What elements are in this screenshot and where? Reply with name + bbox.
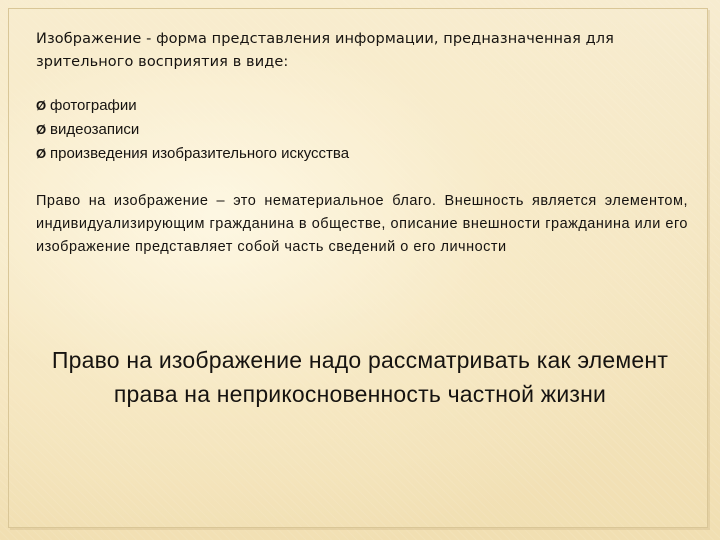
definition-term: Изображение: [36, 31, 142, 47]
key-statement: Право на изображение надо рассматривать как элемент права на неприкосновенность частной жизни: [51, 347, 669, 407]
list-item-label: произведения изобразительного искусства: [50, 145, 350, 162]
definition-paragraph: [36, 28, 688, 74]
list-item-label: видеозаписи: [50, 121, 140, 138]
slide-content: [36, 28, 688, 259]
definition-text: форма представления информации, предназначенная для зрительного восприятия в виде:: [36, 31, 614, 70]
list-item: [36, 118, 688, 142]
definition-separator: -: [141, 31, 157, 47]
right-separator: –: [208, 193, 234, 209]
arrow-bullet-icon: Ø: [36, 146, 47, 161]
right-term: Право на изображение: [36, 193, 209, 209]
list-item-label: фотографии: [50, 97, 137, 114]
right-text: это нематериальное благо. Внешность является элементом, индивидуализирующим гражданина в обществе, описание внешности гражданина или его изображение представляет собой часть сведений о его личности: [36, 193, 688, 255]
format-list: [36, 94, 688, 166]
list-item: [36, 142, 688, 166]
list-item: [36, 94, 688, 118]
arrow-bullet-icon: Ø: [36, 122, 47, 137]
arrow-bullet-icon: Ø: [36, 98, 47, 113]
right-paragraph: [36, 190, 688, 259]
